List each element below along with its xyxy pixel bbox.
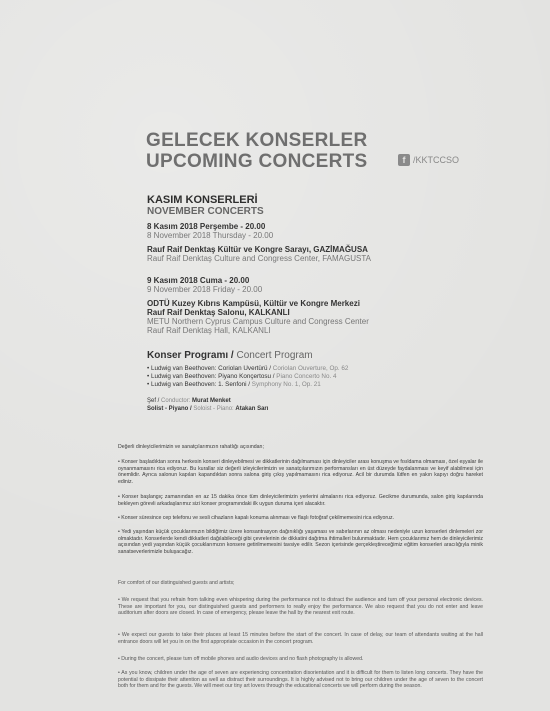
event-2-venue-tr-1: ODTÜ Kuzey Kıbrıs Kampüsü, Kültür ve Kongre Merkezi <box>147 299 360 308</box>
event-2-venue-en-2: Rauf Raif Denktaş Hall, KALKANLI <box>147 326 271 335</box>
program-item-en: Symphony No. 1, Op. 21 <box>251 381 321 388</box>
soloist-label-en: Soloist - Piano: <box>193 405 234 412</box>
notice-tr-p1: • Konser başladıktan sonra herkesin konseri dinleyebilmesi ve dikkatlerinin dağılmaması için dinleyiciler arası konuşma ve fısıldama olmaması, özel eşyalar ile oynanmamasını rica ediyoruz. Bu kurallar siz değerli izleyicilerimizin ve sanatçılarımızın performansları en üst düzeyde faydalanması ve keyif alabilmesi için önemlidir. Ayrıca salonun kapıları kapandıktan sonra salona giriş çıkış yapılmamasını rica ediyoruz. Acil bir durumda lütfen en yakın kapıyı doğru hareket ediniz. <box>118 459 483 485</box>
soloist-name: Atakan Sarı <box>235 405 269 412</box>
program-title-tr: Konser Programı / <box>147 350 234 361</box>
event-1-date-en: 8 November 2018 Thursday - 20.00 <box>147 231 274 240</box>
notice-en-p2: • We expect our guests to take their places at least 15 minutes before the start of the concert. In case of delay, our team of attendants waiting at the hall entrance doors will let you in on the first appropriate occasion in the concert program. <box>118 632 483 645</box>
conductor-label-en: Conductor: <box>161 398 191 404</box>
soloist-line <box>147 406 348 414</box>
social-handle: /KKTCCSO <box>413 155 460 165</box>
program-title-en: Concert Program <box>236 350 313 361</box>
program-item-tr: • Ludwig van Beethoven: 1. Senfoni / <box>147 381 251 388</box>
program-item <box>147 381 348 389</box>
notice-en-p3: • During the concert, please turn off mobile phones and audio devices and no flash photography is allowed. <box>118 656 364 662</box>
program-item-tr: • Ludwig van Beethoven: Piyano Konçertosu / <box>147 373 275 380</box>
event-2-date-tr: 9 Kasım 2018 Cuma - 20.00 <box>147 276 250 285</box>
page-header <box>146 130 368 172</box>
header-title-en: UPCOMING CONCERTS <box>146 151 368 172</box>
notice-tr-p2: • Konser başlangıç zamanından en az 15 dakika önce tüm dinleyicilerimizin yerlerini almalarını rica ediyoruz. Gecikme durumunda, salon giriş kapılarında bekleyen görevli arkadaşlarımız sizi konser programındaki ilk uygun duruma içeri alacaktır. <box>118 494 483 507</box>
facebook-icon: f <box>398 154 410 166</box>
conductor-label-tr: Şef / <box>147 398 160 404</box>
social-link <box>398 154 459 166</box>
program-item <box>147 373 348 381</box>
event-1-venue-en: Rauf Raif Denktaş Culture and Congress Center, FAMAGUSTA <box>147 254 371 263</box>
event-2-date-en: 9 November 2018 Friday - 20.00 <box>147 285 263 294</box>
event-2-venue-en-1: METU Northern Cyprus Campus Culture and Congress Center <box>147 317 369 326</box>
notice-en-p1: • We request that you refrain from talking even whispering during the performance not to distract the audience and turn off your personal electronic devices. These are important for you, our distinguished guests and performers to really enjoy the performance. We also request that you do not enter and leave auditorium after doors are closed. In case of emergency, please leave the hall by the nearest exit route. <box>118 597 483 617</box>
event-2 <box>147 276 369 335</box>
conductor-line <box>147 398 348 406</box>
event-2-venue-tr-2: Rauf Raif Denktaş Salonu, KALKANLI <box>147 308 290 317</box>
conductor-name: Murat Menket <box>192 398 231 404</box>
event-1-date-tr: 8 Kasım 2018 Perşembe - 20.00 <box>147 222 266 231</box>
event-1 <box>147 222 371 263</box>
notice-tr-intro: Değerli dinleyicilerimizin ve sanatçılarımızın rahatlığı açısından; <box>118 444 264 450</box>
notice-tr-p4: • Yedi yaşından küçük çocuklarımızın bildiğimiz üzere konsantrasyon dağınıklığı yaşaması ve sabırlarının az olması nedeniyle uzun konserleri dinlemeleri zor olmaktadır. Konserlerde kendi dikkatleri dağılabileceği gibi çevrelerinin de dikkatini dağıtma ihtimalleri bulunmaktadır. Hem çocuklarımız hem de dinleyicilerimiz açısından yedi yaşından küçük çocuklarımızın konsere getirilmemesini tavsiye edilir. Sezon içerisinde gerçekleştireceğimiz eğitim konserleri aracılığıyla minik sanatseverlerimizle buluşacağız. <box>118 529 483 555</box>
program-item-en: Coriolan Ouverture, Op. 62 <box>272 365 349 372</box>
notice-en-intro: For comfort of our distinguished guests and artists; <box>118 580 235 586</box>
program-section <box>147 350 348 413</box>
program-item <box>147 365 348 373</box>
soloist-label-tr: Solist - Piyano / <box>147 405 192 412</box>
program-item-en: Piano Concerto No. 4 <box>276 373 337 380</box>
november-title-tr: KASIM KONSERLERİ <box>147 194 258 206</box>
program-title <box>147 350 348 361</box>
notice-en-p4: • As you know, children under the age of seven are experiencing concentration disorientation and it is difficult for them to listen long concerts. They have the potential to dissipate their attention as well as distract their surroundings. It is highly advised not to bring our children under the age of seven to the concert both for them and for the guests. We will meet our tiny art lovers through the educational concerts we will perform during the season. <box>118 670 483 690</box>
november-section-title <box>147 194 264 217</box>
november-title-en: NOVEMBER CONCERTS <box>147 206 264 217</box>
program-list <box>147 365 348 389</box>
header-title-tr: GELECEK KONSERLER <box>146 130 368 151</box>
event-1-venue-tr: Rauf Raif Denktaş Kültür ve Kongre Sarayı, GAZİMAĞUSA <box>147 245 368 254</box>
program-item-tr: • Ludwig van Beethoven: Coriolan Uvertürü / <box>147 365 272 372</box>
notice-tr-p3: • Konser süresince cep telefonu ve sesli cihazların kapalı konuma alınması ve flaşlı fotoğraf çekilmemesini rica ediyoruz. <box>118 515 395 521</box>
